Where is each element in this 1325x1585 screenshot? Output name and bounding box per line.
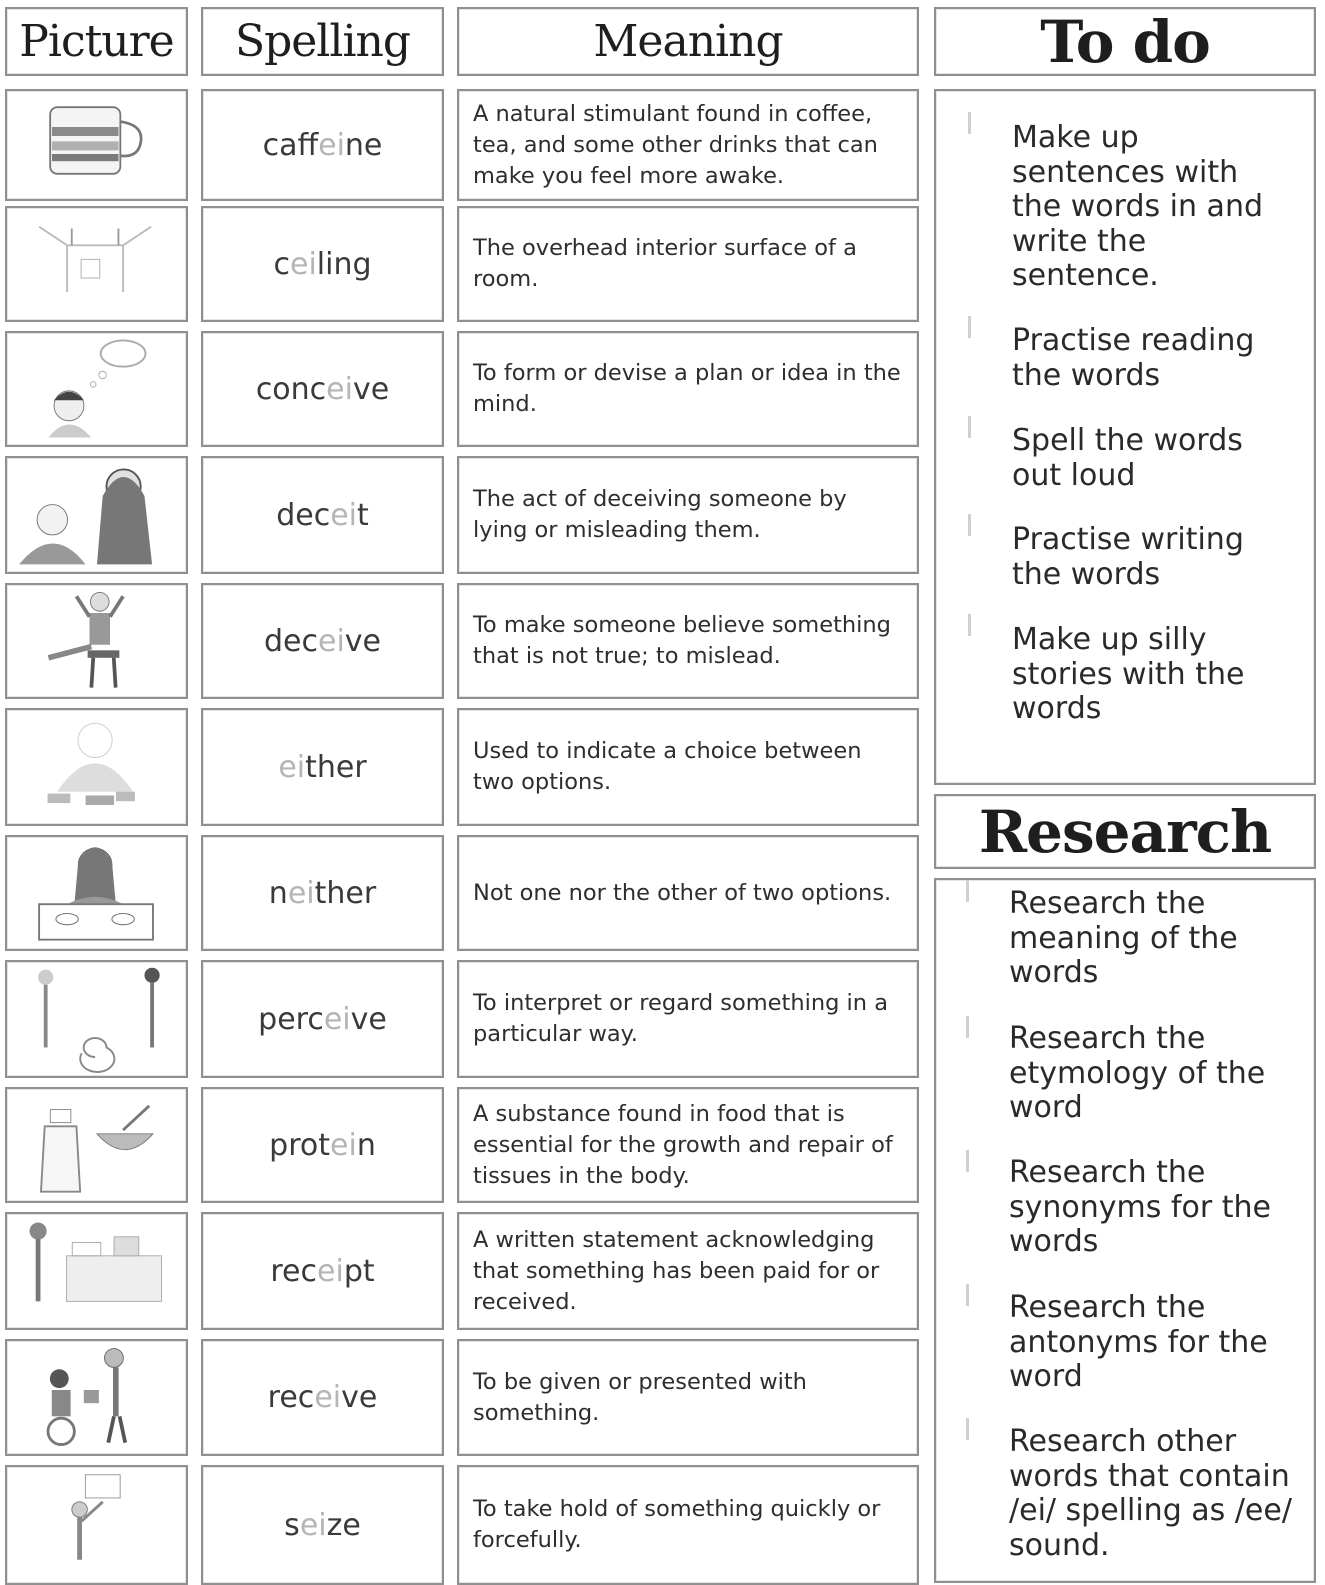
spelling-part: rec	[267, 1380, 315, 1415]
spelling-cell	[201, 1465, 444, 1585]
research-tick-4	[966, 1284, 969, 1306]
spelling-part: ve	[350, 1001, 387, 1037]
spelling-part: ling	[316, 246, 372, 282]
meaning-text: The act of deceiving someone by lying or misleading them.	[473, 486, 847, 543]
spelling-cell	[201, 206, 444, 322]
header-meaning-label: Meaning	[593, 16, 783, 67]
research-item: Research the antonyms for the word	[1009, 1290, 1268, 1394]
spelling-ei-highlight: ei	[287, 875, 315, 911]
spelling-word	[278, 750, 366, 785]
spelling-ei-highlight: ei	[317, 1253, 344, 1289]
spelling-part: prot	[269, 1127, 331, 1163]
spelling-part: n	[356, 1127, 376, 1163]
header-meaning	[457, 7, 919, 76]
todo-tick-3	[968, 416, 971, 438]
picture-cell	[5, 1087, 188, 1203]
meaning-text: A written statement acknowledging that something has been paid for or received.	[473, 1226, 880, 1315]
meaning-cell	[457, 835, 919, 951]
header-picture	[5, 7, 188, 76]
spelling-ei-highlight: ei	[299, 1507, 327, 1543]
spelling-ei-highlight: ei	[314, 1380, 342, 1415]
meaning-cell	[457, 331, 919, 447]
meaning-cell	[457, 960, 919, 1078]
picture-cell	[5, 583, 188, 699]
two-people-icon	[7, 458, 186, 572]
header-picture-label: Picture	[19, 16, 174, 67]
spelling-part: ve	[344, 623, 381, 659]
picture-cell	[5, 331, 188, 447]
spelling-cell	[201, 1212, 444, 1330]
research-tick-5	[966, 1418, 969, 1440]
picture-cell	[5, 89, 188, 201]
spelling-word	[276, 498, 369, 533]
spelling-ei-highlight: ei	[317, 623, 345, 659]
todo-tick-2	[968, 316, 971, 338]
header-research-label: Research	[978, 797, 1272, 866]
spelling-word	[263, 128, 383, 163]
spelling-part: c	[273, 246, 290, 282]
spelling-word	[270, 1254, 374, 1289]
todo-item: Make up sentences with the words in and write the sentence.	[1012, 120, 1264, 293]
todo-item: Practise reading the words	[1012, 323, 1255, 393]
spelling-part: pt	[343, 1253, 375, 1289]
meaning-text: Not one nor the other of two options.	[473, 879, 892, 906]
meaning-text: To make someone believe something that is not true; to mislead.	[473, 612, 891, 669]
spelling-part: ve	[352, 371, 390, 407]
picture-cell	[5, 1212, 188, 1330]
room-ceiling-icon	[7, 208, 186, 320]
choice-icon	[7, 710, 186, 824]
meaning-cell	[457, 206, 919, 322]
research-item: Research the meaning of the words	[1009, 886, 1238, 990]
spelling-part: caff	[262, 127, 319, 163]
spelling-part: ne	[344, 127, 383, 163]
meaning-cell	[457, 1339, 919, 1456]
meaning-text: Used to indicate a choice between two options.	[473, 738, 862, 795]
meaning-text: A substance found in food that is essential for the growth and repair of tissues in the body.	[473, 1100, 893, 1189]
spelling-ei-highlight: ei	[318, 127, 345, 163]
spelling-cell	[201, 835, 444, 951]
spelling-cell	[201, 89, 444, 201]
research-item: Research other words that contain /ei/ spelling as /ee/ sound.	[1009, 1424, 1292, 1563]
spelling-word	[268, 1380, 378, 1415]
todo-tick-5	[968, 614, 971, 636]
todo-tick-4	[968, 514, 971, 536]
spelling-cell	[201, 1339, 444, 1456]
spelling-ei-highlight: ei	[330, 497, 358, 533]
meaning-text: To take hold of something quickly or forcefully.	[473, 1496, 881, 1553]
spelling-part: ze	[326, 1507, 361, 1543]
picture-cell	[5, 206, 188, 322]
spelling-part: ve	[341, 1380, 378, 1415]
picture-cell	[5, 1465, 188, 1585]
spelling-cell	[201, 708, 444, 826]
mug-icon	[7, 91, 186, 199]
meaning-text: To interpret or regard something in a particular way.	[473, 990, 888, 1047]
research-tick-3	[966, 1150, 969, 1172]
spelling-word	[264, 624, 381, 659]
spelling-ei-highlight: ei	[278, 749, 306, 785]
spelling-cell	[201, 583, 444, 699]
header-spelling	[201, 7, 444, 76]
picture-cell	[5, 1339, 188, 1456]
spelling-cell	[201, 456, 444, 574]
meaning-cell	[457, 1087, 919, 1203]
spelling-cell	[201, 960, 444, 1078]
todo-item: Practise writing the words	[1012, 522, 1244, 592]
shop-counter-icon	[7, 1214, 186, 1328]
picture-cell	[5, 960, 188, 1078]
thinking-boy-icon	[7, 333, 186, 445]
spelling-part: ther	[314, 875, 377, 911]
meaning-cell	[457, 1465, 919, 1585]
spelling-part: conc	[255, 371, 327, 407]
spelling-part: n	[268, 875, 288, 911]
spelling-part: dec	[263, 623, 318, 659]
todo-item: Spell the words out loud	[1012, 423, 1243, 493]
meaning-cell	[457, 583, 919, 699]
research-item: Research the etymology of the word	[1009, 1021, 1266, 1125]
person-reaching-icon	[7, 1467, 186, 1583]
spelling-word	[256, 372, 389, 407]
meaning-cell	[457, 1212, 919, 1330]
meaning-cell	[457, 708, 919, 826]
spelling-part: dec	[276, 497, 331, 533]
meaning-cell	[457, 89, 919, 201]
spelling-cell	[201, 1087, 444, 1203]
header-todo	[934, 7, 1316, 76]
header-todo-label: To do	[1040, 7, 1210, 76]
picture-cell	[5, 835, 188, 951]
bottle-bowl-icon	[7, 1089, 186, 1201]
todo-tick-1	[968, 112, 971, 134]
spelling-word	[258, 1002, 387, 1037]
spelling-part: perc	[258, 1001, 324, 1037]
research-item: Research the synonyms for the words	[1009, 1155, 1271, 1259]
girl-with-plates-icon	[7, 837, 186, 949]
picture-cell	[5, 708, 188, 826]
meaning-text: A natural stimulant found in coffee, tea, and some other drinks that can make you feel more awake.	[473, 100, 878, 189]
spelling-part: ther	[305, 749, 367, 785]
meaning-text: To be given or presented with something.	[473, 1368, 807, 1426]
spelling-part: rec	[270, 1253, 318, 1289]
spelling-word	[273, 247, 371, 282]
spelling-ei-highlight: ei	[323, 1001, 351, 1037]
person-on-stool-icon	[7, 585, 186, 697]
meaning-cell	[457, 456, 919, 574]
spelling-ei-highlight: ei	[289, 246, 317, 282]
spelling-word	[284, 1508, 361, 1543]
spelling-word	[269, 1128, 376, 1163]
research-tick-2	[966, 1016, 969, 1038]
spelling-word	[269, 876, 376, 911]
header-research	[934, 794, 1316, 869]
two-people-spiral-icon	[7, 962, 186, 1076]
todo-item: Make up silly stories with the words	[1012, 622, 1245, 726]
research-tick-1	[966, 880, 969, 902]
wheelchair-gift-icon	[7, 1341, 186, 1454]
spelling-ei-highlight: ei	[326, 371, 353, 407]
spelling-part: s	[284, 1507, 300, 1543]
spelling-cell	[201, 331, 444, 447]
header-spelling-label: Spelling	[234, 16, 411, 67]
spelling-part: t	[357, 497, 369, 533]
meaning-text: The overhead interior surface of a room.	[473, 235, 857, 292]
picture-cell	[5, 456, 188, 574]
spelling-ei-highlight: ei	[330, 1127, 357, 1163]
meaning-text: To form or devise a plan or idea in the mind.	[473, 360, 901, 417]
